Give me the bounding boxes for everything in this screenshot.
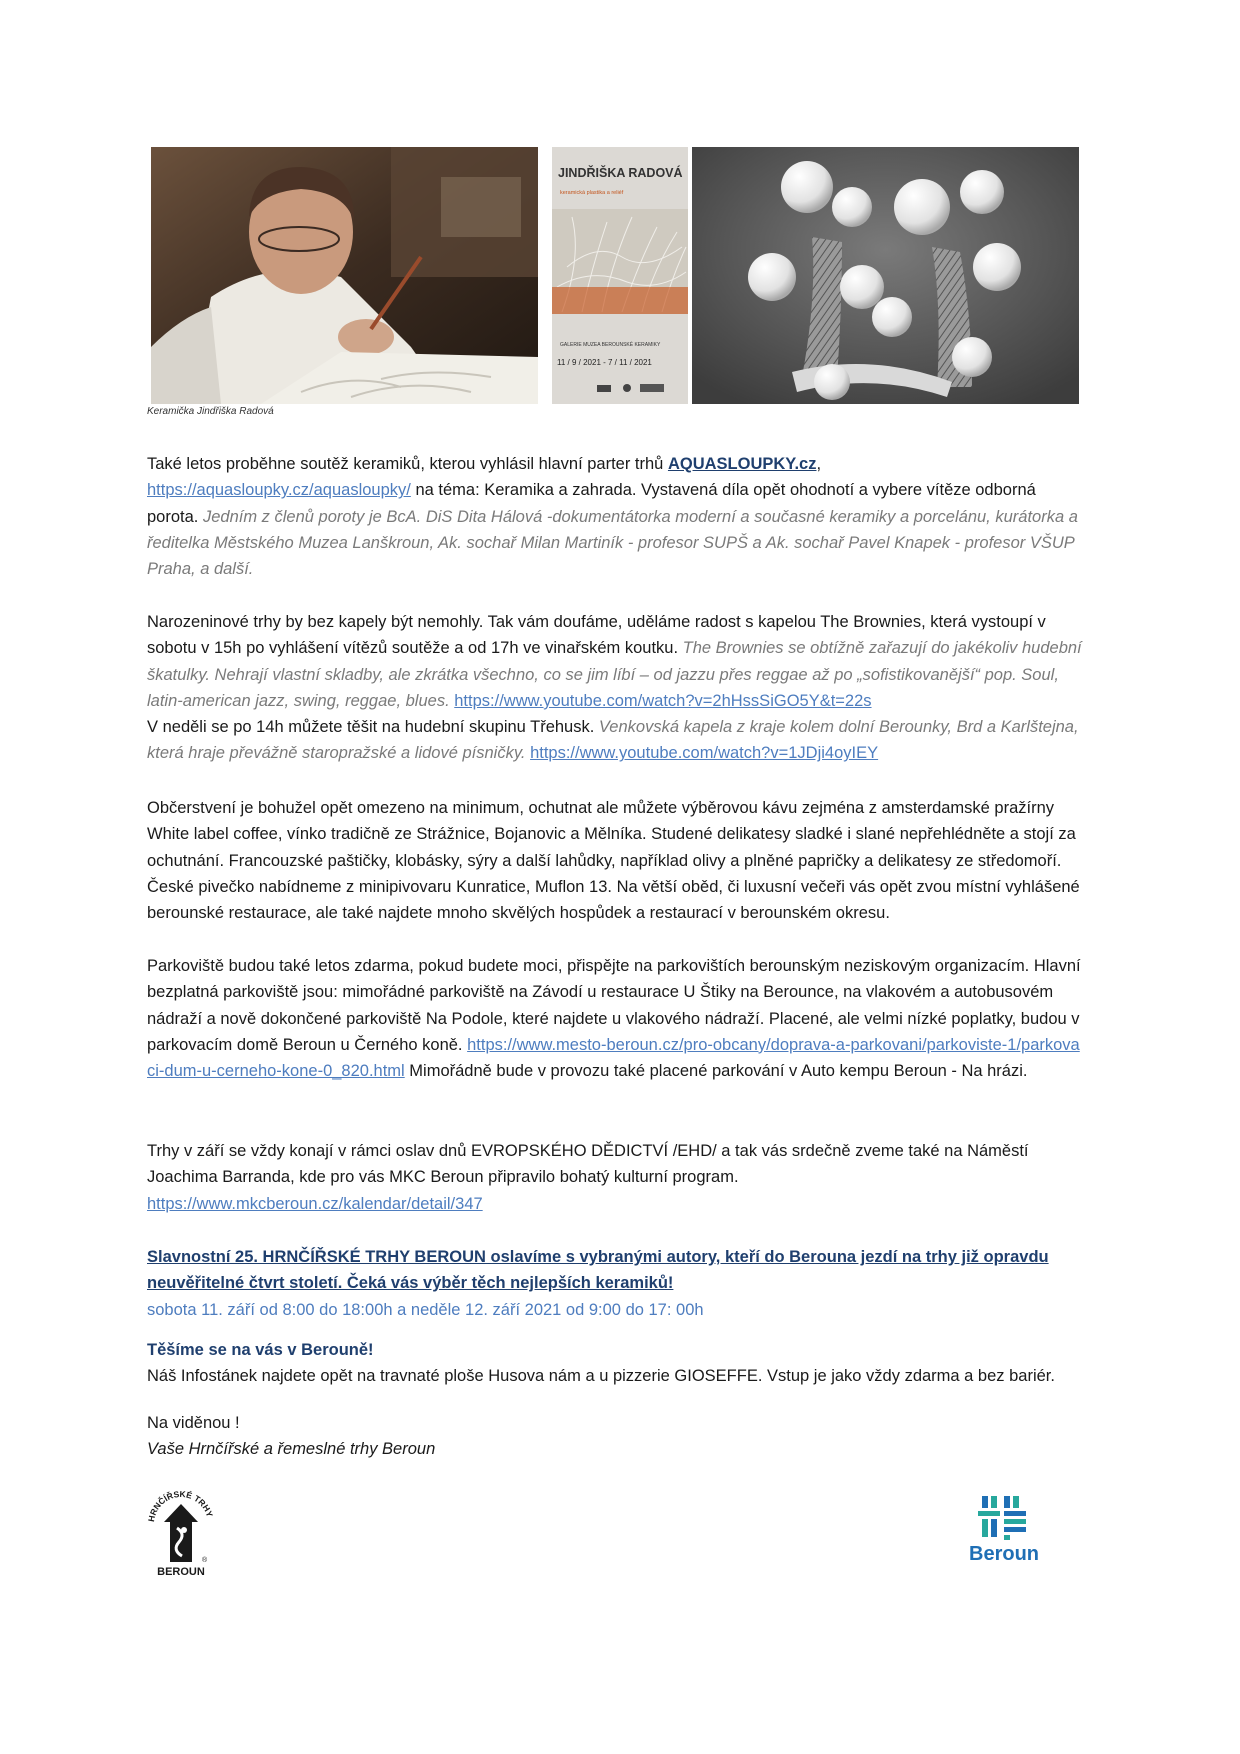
beroun-logo-text: Beroun bbox=[970, 1543, 1038, 1565]
photo-caption: Keramička Jindřiška Radová bbox=[147, 406, 274, 417]
hrncirske-trhy-logo bbox=[146, 1482, 216, 1578]
paragraph-welcome bbox=[147, 1337, 1087, 1390]
beroun-city-logo bbox=[970, 1494, 1038, 1566]
paragraph-anniversary bbox=[147, 1244, 1087, 1323]
logo-arc-text: HRNČÍŘSKÉ TRHY bbox=[146, 1488, 215, 1523]
paragraph-heritage bbox=[147, 1138, 1087, 1217]
logo-beroun-text: BEROUN bbox=[157, 1566, 205, 1578]
p1-text-2: , bbox=[816, 455, 822, 473]
paragraph-competition bbox=[147, 451, 1087, 582]
greeting: Na viděnou ! bbox=[147, 1414, 240, 1432]
trehusk-description: Venkovská kapela z kraje kolem dolní Berounky, Brd a Karlštejna, která hraje převážně staropražské a lidové písničky. bbox=[147, 718, 1079, 763]
event-dates: sobota 11. září od 8:00 do 18:00h a neděle 12. září 2021 od 9:00 do 17: 00h bbox=[147, 1300, 704, 1319]
anniversary-headline[interactable]: Slavnostní 25. HRNČÍŘSKÉ TRHY BEROUN oslavíme s vybranými autory, kteří do Berouna jezdí na trhy již opravdu neuvěřitelné čtvrt století. Čeká vás výběr těch nejlepších keramiků! bbox=[147, 1248, 1049, 1293]
potter-photo bbox=[151, 147, 538, 404]
aquasloupky-url-link[interactable]: https://aquasloupky.cz/aquasloupky/ bbox=[147, 481, 411, 500]
p4-text-2: Mimořádně bude v provozu také placené parkování v Auto kempu Beroun - Na hrázi. bbox=[404, 1062, 1028, 1081]
closing bbox=[147, 1410, 1087, 1463]
exhibition-poster bbox=[552, 147, 688, 404]
sculpture-photo bbox=[692, 147, 1079, 404]
paragraph-parking bbox=[147, 953, 1087, 1084]
brownies-description: The Brownies se obtížně zařazují do jakékoliv hudební škatulky. Nehrají vlastní skladby, ale zkrátka všechno, co se jim líbí – od jazzu přes reggae až po „sofistikovanější“ pop. Soul, latin-american jazz, swing, reggae, blues. bbox=[147, 639, 1082, 710]
p4-text-1: Parkoviště budou také letos zdarma, pokud budete moci, přispějte na parkovištích berounským neziskovým organizacím. Hlavní bezplatná parkoviště jsou: mimořádné parkoviště na Závodí u restaurace U Štiky na Berounce, na vlakovém a autobusovém nádraží a nově dokončené parkoviště Na Podole, které najdete u vlakového nádraží. Placené, ale velmi nízké poplatky, budou v parkovacím domě Beroun u Černého koně. bbox=[147, 957, 1081, 1054]
poster-venue: GALERIE MUZEA BEROUNSKÉ KERAMIKY bbox=[560, 342, 661, 348]
p1-text-3: na téma: Keramika a zahrada. Vystavená díla opět ohodnotí a vybere vítěze odborná porota. bbox=[147, 481, 1036, 526]
p3-text: Občerstvení je bohužel opět omezeno na minimum, ochutnat ale můžete výběrovou kávu zejména z amsterdamské pražírny White label coffee, vínko tradičně ze Strážnice, Bojanovic a Mělníka. Studené delikatesy sladké i slané nepřehlédněte a stojí za ochutnání. Francouzské paštičky, klobásky, sýry a další lahůdky, například olivy a plněné papričky a delikatesy ze středomoří. České pivečko nabídneme z minipivovaru Kunratice, Muflon 13. Na větší oběd, či luxusní večeři vás opět zvou místní vyhlášené berounské restaurace, ale také najdete mnoho skvělých hospůdek a restaurací v berounském okresu. bbox=[147, 799, 1080, 923]
jury-description: Jedním z členů poroty je BcA. DiS Dita Hálová -dokumentátorka moderní a současné keramiky a porcelánu, kurátorka a ředitelka Městského Muzea Lanškroun, Ak. sochař Milan Martiník - profesor SUPŠ a Ak. sochař Pavel Knapek - profesor VŠUP Praha, a další. bbox=[147, 507, 1078, 579]
p2-text-1: Narozeninové trhy by bez kapely být nemohly. Tak vám doufáme, uděláme radost s kapelou The Brownies, která vystoupí v sobotu v 15h po vyhlášení vítězů soutěže a od 17h ve vinařském koutku. bbox=[147, 613, 1046, 658]
mkc-calendar-link[interactable]: https://www.mkcberoun.cz/kalendar/detail/347 bbox=[147, 1194, 483, 1213]
p1-text-1: Také letos proběhne soutěž keramiků, kterou vyhlásil hlavní parter trhů bbox=[147, 455, 668, 473]
paragraph-refreshments bbox=[147, 795, 1087, 926]
p2-text-2: V neděli se po 14h můžete těšit na hudební skupinu Třehusk. bbox=[147, 718, 599, 737]
infostand-text: Náš Infostánek najdete opět na travnaté ploše Husova nám a u pizzerie GIOSEFFE. Vstup je jako vždy zdarma a bez bariér. bbox=[147, 1367, 1055, 1386]
p5-text: Trhy v září se vždy konají v rámci oslav dnů EVROPSKÉHO DĚDICTVÍ /EHD/ a tak vás srdečně zveme také na Náměstí Joachima Barranda, kde pro vás MKC Beroun připravilo bohatý kulturní program. bbox=[147, 1142, 1029, 1187]
parking-link[interactable]: https://www.mesto-beroun.cz/pro-obcany/doprava-a-parkovani/parkoviste-1/parkovaci-dum-u-cerneho-kone-0_820.html bbox=[147, 1035, 1080, 1081]
signature: Vaše Hrnčířské a řemeslné trhy Beroun bbox=[147, 1440, 436, 1459]
registered-mark: ® bbox=[202, 1557, 208, 1564]
welcome-headline: Těšíme se na vás v Berouně! bbox=[147, 1341, 374, 1359]
paragraph-music bbox=[147, 609, 1087, 767]
brownies-youtube-link[interactable]: https://www.youtube.com/watch?v=2hHssSiGO5Y&t=22s bbox=[454, 691, 872, 710]
aquasloupky-link[interactable]: AQUASLOUPKY.cz bbox=[667, 455, 817, 473]
trehusk-youtube-link[interactable]: https://www.youtube.com/watch?v=1JDji4oyIEY bbox=[530, 744, 879, 763]
poster-title: JINDŘIŠKA RADOVÁ bbox=[558, 166, 683, 180]
poster-subtitle: keramická plastika a reliéf bbox=[560, 190, 624, 196]
poster-dates: 11 / 9 / 2021 - 7 / 11 / 2021 bbox=[557, 358, 652, 367]
